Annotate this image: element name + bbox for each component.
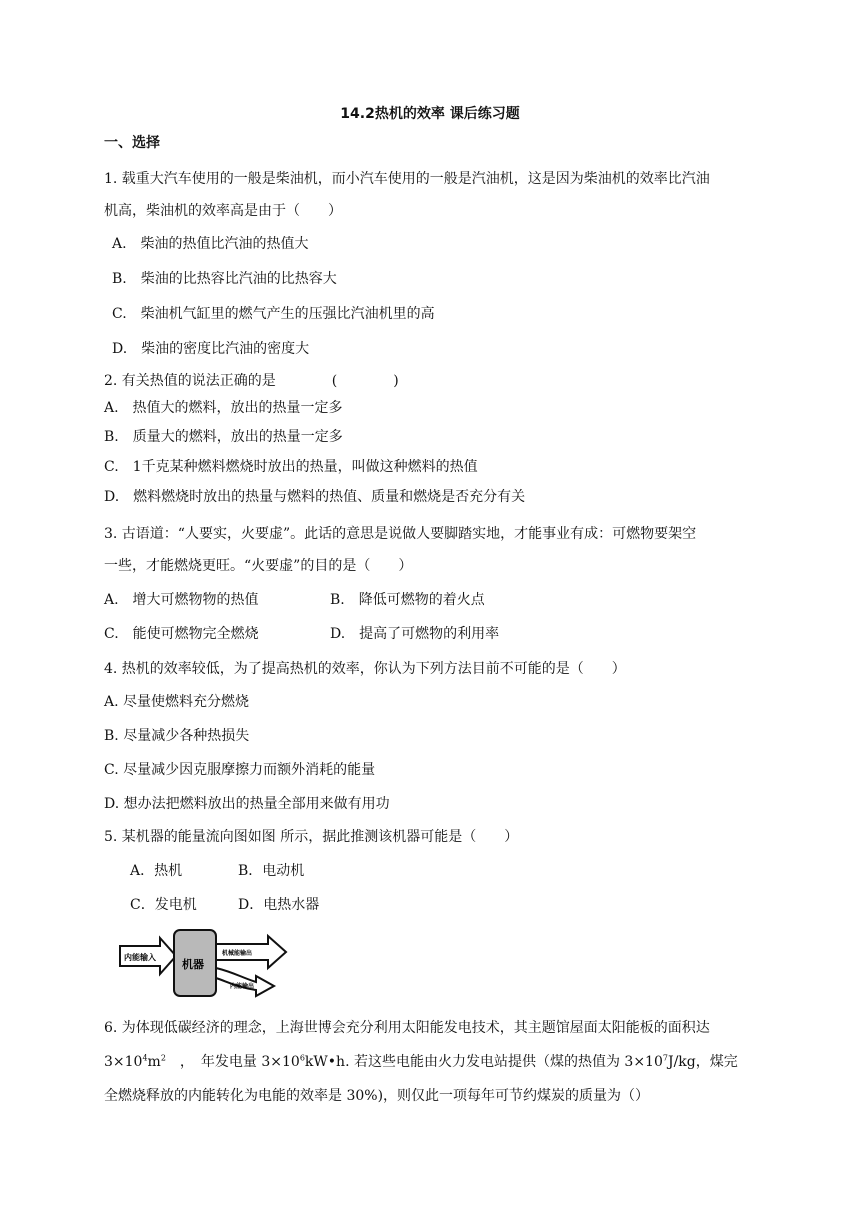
question-4-option-a: A. 尽量使燃料充分燃烧 [104,694,250,710]
question-3-option-a: A. 增大可燃物物的热值 [104,592,259,608]
question-4-option-b: B. 尽量减少各种热损失 [104,728,250,744]
question-1-option-a: A. 柴油的热值比汽油的热值大 [112,236,309,252]
internal-output-label: 内能输出 [230,983,255,990]
internal-output-arrow [216,968,274,996]
question-5-option-d: D．电热水器 [238,897,320,913]
question-3-option-d: D. 提高了可燃物的利用率 [330,626,500,642]
q6-energy-base: ， 年发电量 3×10 [165,1054,300,1070]
question-2-text: 2. 有关热值的说法正确的是 ( ) [104,373,399,389]
question-6-text-cont [104,1052,738,1072]
question-2-option-d: D. 燃料燃烧时放出的热量与燃料的热值、质量和燃烧是否充分有关 [104,489,526,505]
question-3-text-cont: 一些，才能燃烧更旺。“火要虚”的目的是（ ） [104,558,413,574]
input-label: 内能输入 [124,953,156,962]
document-title: 14.2热机的效率 课后练习题 [340,106,520,122]
question-4-text: 4. 热机的效率较低，为了提高热机的效率，你认为下列方法目前不可能的是（ ） [104,661,626,677]
q6-area-base: 3×10 [104,1054,143,1070]
machine-label: 机器 [182,958,204,971]
question-5-text: 5. 某机器的能量流向图如图 所示，据此推测该机器可能是（ ） [104,829,519,845]
q6-coal-text: kW•h. 若这些电能由火力发电站提供（煤的热值为 3×10 [304,1054,663,1070]
question-3-option-b: B. 降低可燃物的着火点 [330,592,485,608]
question-5-option-c: C．发电机 [130,897,197,913]
q6-area-exp: 4 [142,1053,148,1063]
mechanical-output-label: 机械能输出 [222,950,253,957]
question-5-option-a: A．热机 [130,863,183,879]
question-1-text-cont: 机高，柴油机的效率高是由于（ ） [104,203,342,219]
q6-area-unit-exp: 2 [160,1053,166,1063]
question-2-option-c: C. 1千克某种燃料燃烧时放出的热量，叫做这种燃料的热值 [104,459,478,475]
question-2-option-a: A. 热值大的燃料，放出的热量一定多 [104,400,343,416]
question-6-text-cont2: 全燃烧释放的内能转化为电能的效率是 30%)，则仅此一项每年可节约煤炭的质量为（） [104,1088,650,1104]
energy-flow-diagram [118,928,288,998]
question-6-text: 6. 为体现低碳经济的理念，上海世博会充分利用太阳能发电技术，其主题馆屋面太阳能板的面积达 [104,1020,710,1036]
q6-heat-value-unit: J/kg，煤完 [667,1054,738,1070]
q6-energy-exp: 6 [299,1053,305,1063]
question-3-text: 3. 古语道：“人要实，火要虚”。此话的意思是说做人要脚踏实地，才能事业有成：可燃物要架空 [104,526,697,542]
q6-area-unit: m [147,1054,161,1070]
question-3-option-c: C. 能使可燃物完全燃烧 [104,626,259,642]
question-1-option-d: D. 柴油的密度比汽油的密度大 [112,341,310,357]
question-1-option-c: C. 柴油机气缸里的燃气产生的压强比汽油机里的高 [112,306,435,322]
question-4-option-c: C. 尽量减少因克服摩擦力而额外消耗的能量 [104,762,376,778]
q6-heat-value-exp: 7 [662,1053,668,1063]
question-4-option-d: D. 想办法把燃料放出的热量全部用来做有用功 [104,796,390,812]
question-1-option-b: B. 柴油的比热容比汽油的比热容大 [112,271,337,287]
section-heading: 一、选择 [104,135,160,151]
question-1-text: 1. 载重大汽车使用的一般是柴油机，而小汽车使用的一般是汽油机，这是因为柴油机的效率比汽油 [104,171,710,187]
question-5-option-b: B．电动机 [238,863,305,879]
question-2-option-b: B. 质量大的燃料，放出的热量一定多 [104,429,343,445]
